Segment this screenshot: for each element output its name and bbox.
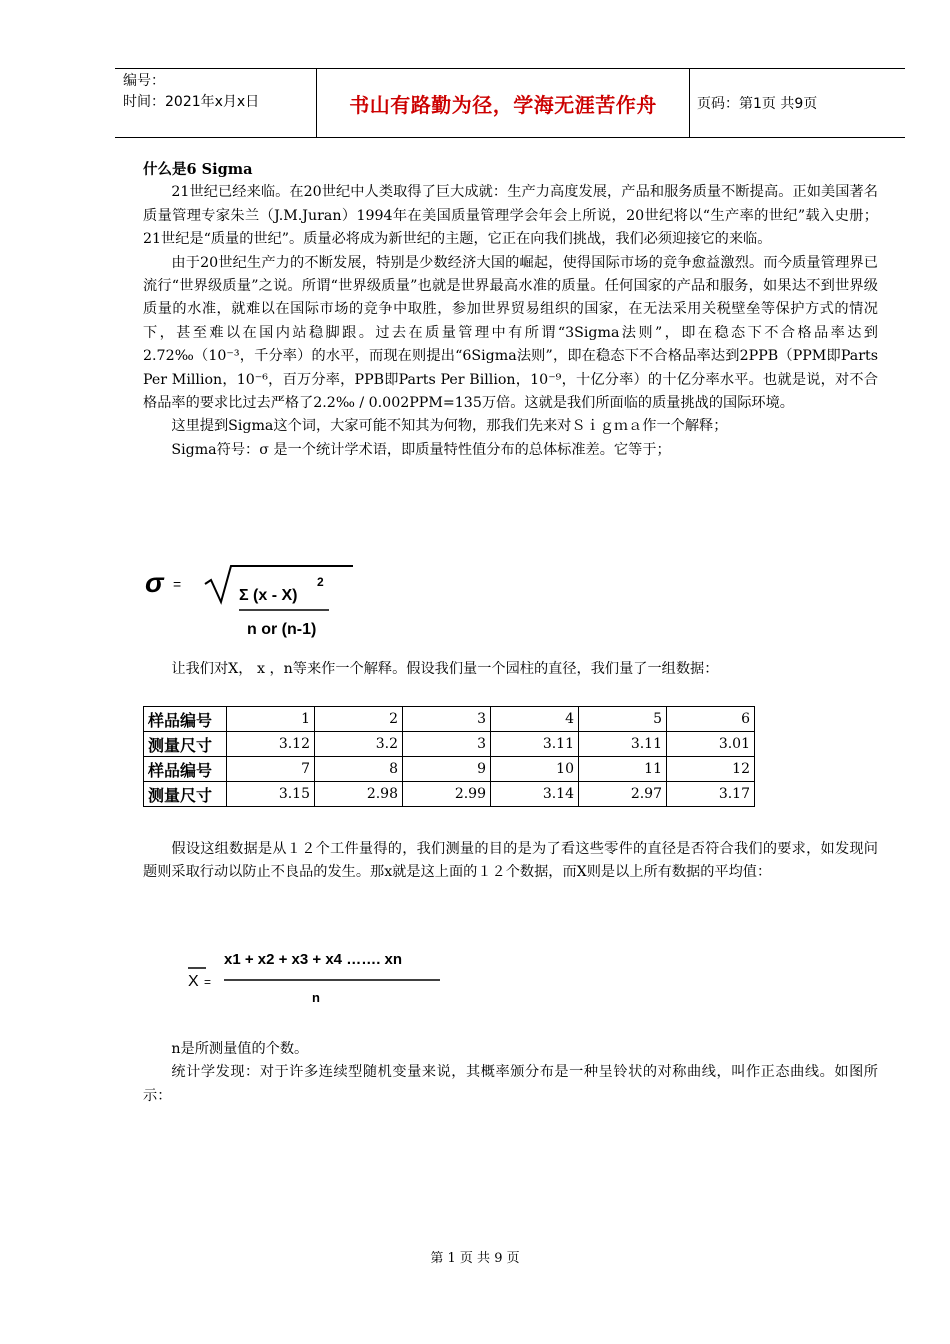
table-row bbox=[144, 757, 755, 782]
table-cell: 7 bbox=[227, 757, 315, 782]
table-cell: 3.11 bbox=[579, 732, 667, 757]
table-cell: 3.14 bbox=[491, 782, 579, 807]
table-cell: 2.99 bbox=[403, 782, 491, 807]
time-label: 时间：2021年x月x日 bbox=[123, 94, 260, 110]
table-cell: 3.17 bbox=[667, 782, 755, 807]
mean-numerator: x1 + x2 + x3 + x4 ……. xn bbox=[224, 951, 403, 968]
header-page-cell bbox=[697, 69, 897, 137]
table-cell: 3 bbox=[403, 707, 491, 732]
sigma-exponent: 2 bbox=[317, 575, 324, 589]
sigma-equals: = bbox=[173, 576, 182, 592]
table-row bbox=[144, 732, 755, 757]
row-header: 样品编号 bbox=[144, 707, 227, 732]
paragraph-after-table: 假设这组数据是从１２个工件量得的，我们测量的目的是为了看这些零件的直径是否符合我们的要求，如发现问题则采取行动以防止不良品的发生。那x就是这上面的１２个数据，而X则是以上所有数据的平均值： bbox=[143, 841, 878, 881]
table-cell: 9 bbox=[403, 757, 491, 782]
page-label: 页码：第1页 共9页 bbox=[697, 96, 818, 112]
row-header: 测量尺寸 bbox=[144, 732, 227, 757]
mean-formula bbox=[180, 940, 450, 1012]
table-cell: 3.01 bbox=[667, 732, 755, 757]
sigma-symbol: σ bbox=[145, 567, 164, 598]
table-cell: 8 bbox=[315, 757, 403, 782]
paragraph-intro: 21世纪已经来临。在20世纪中人类取得了巨大成就：生产力高度发展，产品和服务质量不断提高。正如美国著名质量管理专家朱兰（J.M.Juran）1994年在美国质量管理学会年会上所说，20世纪将以“生产率的世纪”载入史册； 21世纪是“质量的世纪”。质量必将成为新世纪的主题，它正在向我们挑战，我们必须迎接它的来临。 bbox=[143, 184, 878, 248]
section-title: 什么是6 Sigma bbox=[143, 161, 253, 178]
paragraph-world-class-quality: 由于20世纪生产力的不断发展，特别是少数经济大国的崛起，使得国际市场的竞争愈益激烈。而今质量管理界已流行“世界级质量”之说。所谓“世界级质量”也就是世界最高水准的质量。任何国家的产品和服务，如果达不到世界级质量的水准，就难以在国际市场的竞争中取胜，参加世界贸易组织的国家，在无法采用关税壁垒等保护方式的情况下，甚至难以在国内站稳脚跟。过去在质量管理中有所谓“3Sigma法则”，即在稳态下不合格品率达到2.72‰（10⁻³，千分率）的水平，而现在则提出“6Sigma法则”，即在稳态下不合格品率达到2PPB（PPM即Parts Per Million，10⁻⁶，百万分率，PPB即Parts Per Billion，10⁻⁹，十亿分率）的十亿分率水平。也就是说，对不合格品率的要求比过去严格了2.2‰ / 0.002PPM=135万倍。这就是我们所面临的质量挑战的国际环境。 bbox=[143, 254, 878, 412]
sigma-numerator: Σ (x - X) bbox=[239, 587, 298, 604]
closing-block bbox=[143, 1038, 878, 1108]
row-header: 样品编号 bbox=[144, 757, 227, 782]
page-header bbox=[115, 68, 905, 138]
motto-text: 书山有路勤为径，学海无涯苦作舟 bbox=[349, 92, 657, 117]
header-motto-cell bbox=[316, 69, 690, 137]
table-cell: 3.11 bbox=[491, 732, 579, 757]
row-header: 测量尺寸 bbox=[144, 782, 227, 807]
document-body bbox=[143, 158, 878, 462]
table-row bbox=[144, 707, 755, 732]
paragraph-n-count: n是所测量值的个数。 bbox=[171, 1041, 309, 1057]
table-cell: 12 bbox=[667, 757, 755, 782]
page-footer: 第 1 页 共 9 页 bbox=[430, 1251, 520, 1266]
table-cell: 10 bbox=[491, 757, 579, 782]
measurement-table bbox=[143, 706, 755, 807]
after-table-block bbox=[143, 838, 878, 885]
mean-lhs: X bbox=[188, 973, 199, 990]
table-cell: 6 bbox=[667, 707, 755, 732]
sigma-formula bbox=[143, 562, 383, 644]
table-cell: 3.12 bbox=[227, 732, 315, 757]
mean-equals: = bbox=[204, 975, 212, 989]
mean-denominator: n bbox=[312, 990, 320, 1005]
paragraph-explain: 让我们对X， x ，n等来作一个解释。假设我们量一个园柱的直径，我们量了一组数据： bbox=[171, 661, 719, 677]
explain-block bbox=[143, 658, 878, 681]
table-cell: 11 bbox=[579, 757, 667, 782]
sigma-denominator: n or (n-1) bbox=[247, 621, 317, 638]
table-cell: 3.15 bbox=[227, 782, 315, 807]
table-cell: 1 bbox=[227, 707, 315, 732]
table-cell: 2.98 bbox=[315, 782, 403, 807]
header-left-cell bbox=[123, 69, 318, 137]
paragraph-sigma-symbol: Sigma符号：σ 是一个统计学术语，即质量特性值分布的总体标准差。它等于； bbox=[171, 441, 671, 458]
paragraph-sigma-intro: 这里提到Sigma这个词，大家可能不知其为何物，那我们先来对Ｓｉｇｍａ作一个解释； bbox=[171, 418, 728, 435]
table-cell: 5 bbox=[579, 707, 667, 732]
paragraph-normal-curve: 统计学发现：对于许多连续型随机变量来说，其概率颁分布是一种呈铃状的对称曲线，叫作正态曲线。如图所示： bbox=[143, 1064, 878, 1104]
table-cell: 2.97 bbox=[579, 782, 667, 807]
table-row bbox=[144, 782, 755, 807]
table-cell: 3.2 bbox=[315, 732, 403, 757]
number-label: 编号： bbox=[123, 73, 165, 89]
table-cell: 3 bbox=[403, 732, 491, 757]
table-cell: 4 bbox=[491, 707, 579, 732]
table-cell: 2 bbox=[315, 707, 403, 732]
